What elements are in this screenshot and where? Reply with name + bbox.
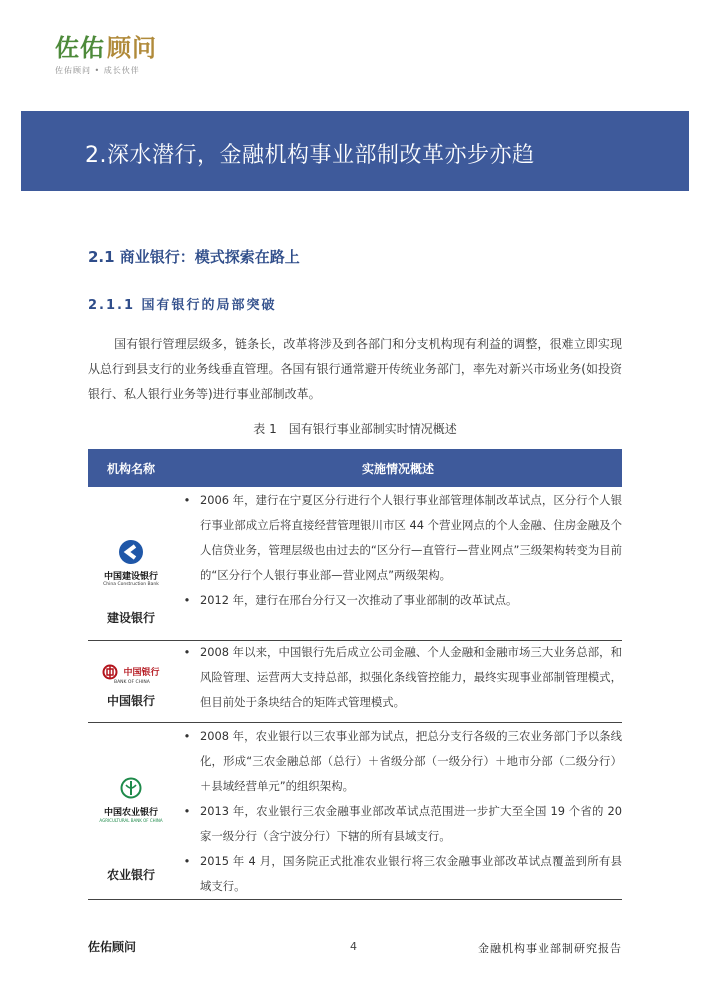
bullet-icon: • bbox=[183, 593, 191, 607]
org-cell bbox=[88, 723, 174, 899]
list-item bbox=[174, 849, 622, 899]
org-name: 农业银行 bbox=[106, 868, 155, 882]
ccb-logo-cn: 中国建设银行 bbox=[103, 572, 158, 582]
ccb-emblem-icon bbox=[118, 539, 144, 565]
footer-report-title: 金融机构事业部制研究报告 bbox=[478, 942, 622, 955]
section-heading: 2.1 商业银行：模式探索在路上 bbox=[88, 248, 300, 266]
list-item-text: 2006 年，建行在宁夏区分行进行个人银行事业部管理体制改革试点，区分行个人银行事业部成立后将直接经营管理银川市区 44 个营业网点的个人金融、住房金融及个人信贷业务，管理层级也由过去的“区分行—直管行—营业网点”三级架构转变为目前的“区分行个人银行事业部—营业网点”两级架构。 bbox=[200, 493, 622, 582]
boc-logo-cn: 中国银行 bbox=[123, 668, 160, 678]
logo-wordmark bbox=[55, 28, 157, 63]
abc-logo bbox=[96, 777, 166, 823]
list-item bbox=[174, 640, 622, 715]
list-item-text: 2008 年，农业银行以三农事业部为试点，把总分支行各级的三农业务部门予以条线化，形成“三农金融总部（总行）＋省级分部（一级分行）＋地市分部（二级分行）＋县域经营单元”的组织架构。 bbox=[200, 729, 622, 793]
org-cell bbox=[88, 487, 174, 640]
logo-tagline: 佐佑顾问 • 成长伙伴 bbox=[55, 66, 140, 75]
list-item-text: 2012 年，建行在邢台分行又一次推动了事业部制的改革试点。 bbox=[200, 593, 518, 607]
boc-emblem-icon bbox=[102, 664, 118, 680]
table-header bbox=[88, 449, 622, 487]
table-caption: 表 1 国有银行事业部制实时情况概述 bbox=[253, 422, 457, 436]
table-row-ccb bbox=[88, 487, 622, 641]
bullet-icon: • bbox=[183, 493, 191, 507]
table-row-abc bbox=[88, 723, 622, 900]
org-cell bbox=[88, 641, 174, 722]
summary-list bbox=[174, 724, 622, 899]
list-item bbox=[174, 724, 622, 799]
logo-text-b: 顾问 bbox=[107, 34, 157, 62]
table-row-boc bbox=[88, 641, 622, 723]
ccb-logo bbox=[96, 539, 166, 587]
list-item bbox=[174, 799, 622, 849]
abc-emblem-icon bbox=[120, 777, 142, 799]
chapter-banner bbox=[21, 111, 689, 191]
bullet-icon: • bbox=[183, 804, 191, 818]
list-item-text: 2013 年，农业银行三农金融事业部改革试点范围进一步扩大至全国 19 个省的 20 家一级分行（含宁波分行）下辖的所有县域支行。 bbox=[200, 804, 622, 843]
list-item-text: 2008 年以来，中国银行先后成立公司金融、个人金融和金融市场三大业务总部，和风险管理、运营两大支持总部，拟强化条线管控能力，最终实现事业部制管理模式，但目前处于条块结合的矩阵式管理模式。 bbox=[200, 645, 622, 709]
body-paragraph bbox=[88, 332, 622, 407]
company-logo bbox=[55, 28, 157, 76]
chapter-title: 2.深水潜行，金融机构事业部制改革亦步亦趋 bbox=[85, 143, 535, 168]
list-item bbox=[174, 588, 622, 613]
list-item-text: 2015 年 4 月，国务院正式批准农业银行将三农金融事业部改革试点覆盖到所有县域支行。 bbox=[200, 854, 622, 893]
footer-company: 佐佑顾问 bbox=[88, 940, 137, 954]
paragraph-text: 国有银行管理层级多，链条长，改革将涉及到各部门和分支机构现有利益的调整，很难立即实现从总行到县支行的业务线垂直管理。各国有银行通常避开传统业务部门，率先对新兴市场业务(如投资银行、私人银行业务等)进行事业部制改革。 bbox=[88, 337, 622, 401]
org-name: 中国银行 bbox=[106, 694, 155, 708]
boc-logo-en: BANK OF CHINA bbox=[114, 680, 150, 685]
abc-logo-cn: 中国农业银行 bbox=[103, 808, 158, 818]
column-header-org: 机构名称 bbox=[106, 462, 155, 476]
list-item bbox=[174, 488, 622, 588]
boc-logo bbox=[96, 661, 166, 685]
abc-logo-en: AGRICULTURAL BANK OF CHINA bbox=[99, 818, 163, 823]
bullet-icon: • bbox=[183, 729, 191, 743]
bullet-icon: • bbox=[183, 645, 191, 659]
subsection-heading: 2.1.1 国有银行的局部突破 bbox=[88, 298, 277, 313]
org-name: 建设银行 bbox=[106, 611, 155, 625]
summary-list bbox=[174, 488, 622, 613]
ccb-logo-en: China Construction Bank bbox=[103, 582, 159, 587]
bullet-icon: • bbox=[183, 854, 191, 868]
summary-list bbox=[174, 640, 622, 715]
page-number: 4 bbox=[350, 940, 357, 953]
column-header-summary: 实施情况概述 bbox=[361, 462, 434, 476]
logo-text-a: 佐佑 bbox=[55, 34, 105, 62]
